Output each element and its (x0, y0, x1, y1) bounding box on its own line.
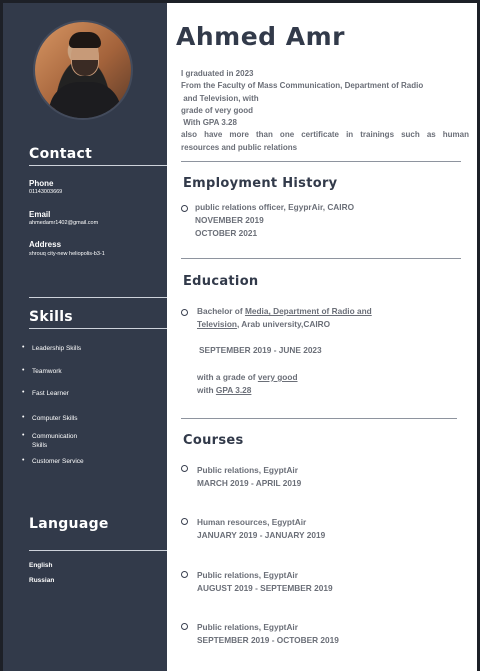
timeline-bullet-icon (181, 465, 188, 472)
education-divider (181, 418, 457, 419)
course-entry: Public relations, EgyptAir AUGUST 2019 - SEPTEMBER 2019 (197, 570, 333, 593)
email-label: Email (29, 210, 51, 219)
contact-divider (29, 165, 167, 166)
candidate-name: Ahmed Amr (176, 22, 345, 51)
intro-divider (181, 161, 461, 162)
courses-heading: Courses (183, 433, 244, 448)
language-item: English (29, 562, 53, 569)
skill-item: • Computer Skills (22, 414, 78, 422)
phone-label: Phone (29, 179, 54, 188)
gpa-link[interactable]: GPA 3.28 (215, 384, 252, 395)
skill-item: • Teamwork (22, 367, 62, 375)
skills-divider (29, 328, 167, 329)
email-value[interactable]: ahmedamr1402@gmail.com (29, 220, 99, 226)
course-entry: Public relations, EgyptAir SEPTEMBER 2019 - OCTOBER 2019 (197, 622, 339, 645)
employment-entry: public relations officer, EgyprAir, CAIRO NOVEMBER 2019 OCTOBER 2021 (195, 202, 355, 238)
skill-item: • Leadership Skills (22, 344, 82, 352)
skill-item: • Fast Learner (22, 389, 69, 397)
employment-divider (181, 258, 461, 259)
course-entry: Human resources, EgyptAir JANUARY 2019 - JANUARY 2019 (197, 517, 326, 540)
contact-heading: Contact (29, 146, 93, 162)
skills-heading: Skills (29, 309, 73, 325)
timeline-bullet-icon (181, 571, 188, 578)
skill-item: • Customer Service (22, 457, 84, 465)
timeline-bullet-icon (181, 309, 188, 316)
phone-value[interactable]: 01143003669 (29, 189, 63, 195)
education-heading: Education (183, 274, 259, 289)
skills-top-divider (29, 297, 167, 298)
degree-link-2[interactable]: Television (197, 318, 237, 329)
timeline-bullet-icon (181, 205, 188, 212)
address-value: shrouq city-new heliopolis-b3-1 (29, 251, 105, 257)
education-dates: SEPTEMBER 2019 - JUNE 2023 (199, 345, 322, 355)
intro-text: I graduated in 2023 From the Faculty of Mass Communication, Department of Radio and Television, with grade of very good With GPA 3.28 also have more than one certificate in trainings such as human resources and public relations (181, 69, 469, 152)
education-degree: Bachelor of Media, Department of Radio and Television, Arab university,CAIRO (197, 306, 372, 329)
grade-link[interactable]: very good (257, 372, 298, 382)
timeline-bullet-icon (181, 623, 188, 630)
education-grade: with a grade of very good with GPA 3.28 (197, 372, 298, 395)
degree-link[interactable]: Media, Department of Radio and (244, 306, 372, 316)
language-item: Russian (29, 577, 55, 584)
employment-heading: Employment History (183, 176, 338, 191)
language-divider (29, 550, 167, 551)
course-entry: Public relations, EgyptAir MARCH 2019 - APRIL 2019 (197, 465, 302, 488)
profile-photo (33, 20, 133, 120)
address-label: Address (29, 240, 62, 249)
language-heading: Language (29, 516, 109, 532)
timeline-bullet-icon (181, 518, 188, 525)
skill-item: • Communication Skills (22, 432, 78, 449)
